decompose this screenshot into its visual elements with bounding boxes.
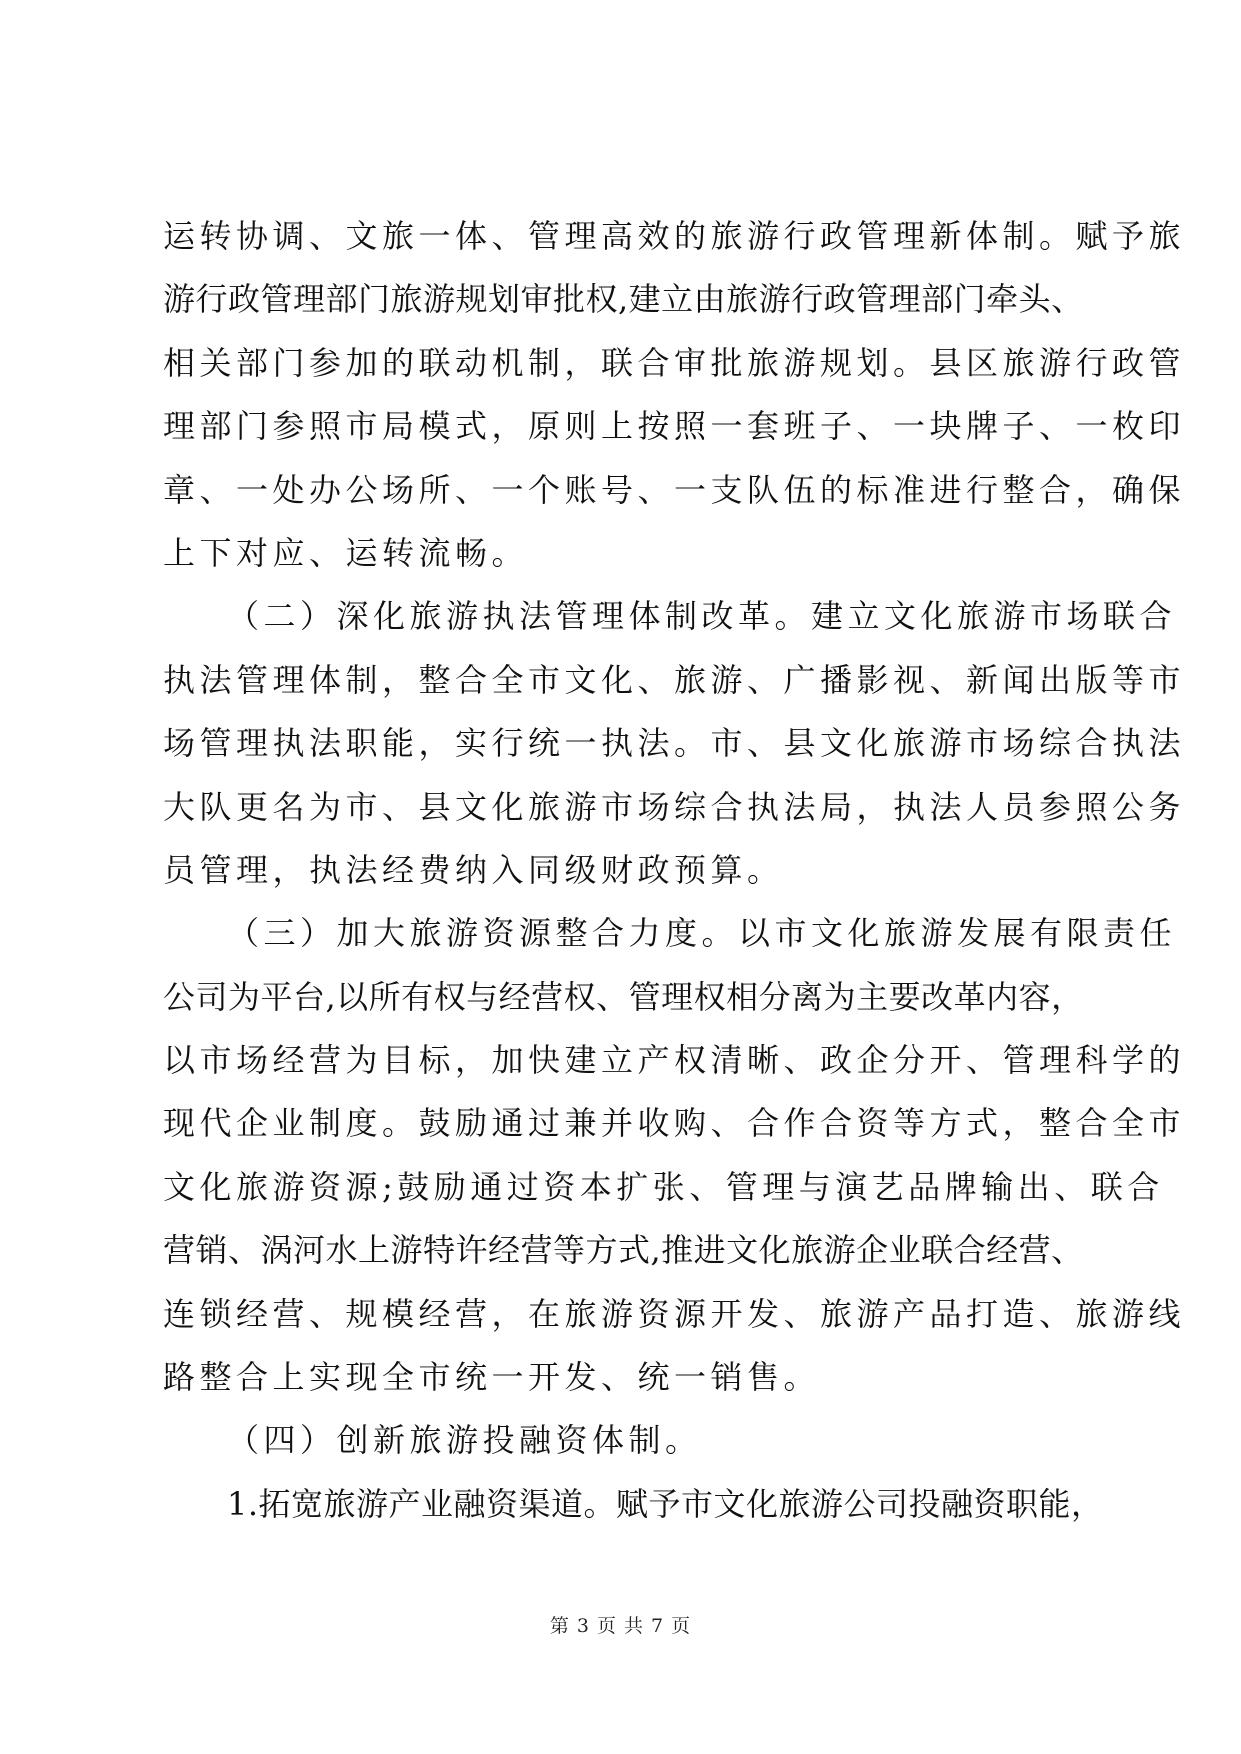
text-line: 执法管理体制，整合全市文化、旅游、广播影视、新闻出版等市 (163, 660, 1186, 699)
text-line: 运转协调、文旅一体、管理高效的旅游行政管理新体制。赋予旅 (163, 217, 1186, 255)
text-line: 公司为平台,以所有权与经营权、管理权相分离为主要改革内容， (163, 977, 1084, 1016)
text-line: 现代企业制度。鼓励通过兼并收购、合作合资等方式，整合全市 (163, 1104, 1186, 1143)
text-line: 游行政管理部门旅游规划审批权,建立由旅游行政管理部门牵头、 (163, 280, 1084, 319)
text-line: 以市场经营为目标，加快建立产权清晰、政企分开、管理科学的 (163, 1041, 1186, 1080)
text-line: 路整合上实现全市统一开发、统一销售。 (163, 1358, 821, 1397)
paragraph-heading-line: （四）创新旅游投融资体制。 (227, 1421, 702, 1460)
text-line: 大队更名为市、县文化旅游市场综合执法局，执法人员参照公务 (163, 787, 1186, 826)
text-line: 文化旅游资源;鼓励通过资本扩张、管理与演艺品牌输出、联合 (163, 1167, 1164, 1206)
paragraph-heading-line: （二）深化旅游执法管理体制改革。建立文化旅游市场联合 (227, 597, 1177, 636)
text-line: 章、一处办公场所、一个账号、一支队伍的标准进行整合，确保 (163, 470, 1186, 509)
paragraph-heading-line: （三）加大旅游资源整合力度。以市文化旅游发展有限责任 (227, 914, 1177, 953)
text-line: 营销、涡河水上游特许经营等方式,推进文化旅游企业联合经营、 (163, 1231, 1084, 1270)
text-line: 员管理，执法经费纳入同级财政预算。 (163, 850, 784, 889)
text-line: 连锁经营、规模经营，在旅游资源开发、旅游产品打造、旅游线 (163, 1294, 1186, 1333)
text-line: 理部门参照市局模式，原则上按照一套班子、一块牌子、一枚印 (163, 407, 1186, 446)
text-line: 上下对应、运转流畅。 (163, 533, 529, 572)
numbered-item-line: 1.拓宽旅游产业融资渠道。赋予市文化旅游公司投融资职能， (227, 1484, 1104, 1523)
document-body (163, 205, 1186, 1536)
page-footer: 第 3 页 共 7 页 (549, 1615, 692, 1637)
text-line: 相关部门参加的联动机制，联合审批旅游规划。县区旅游行政管 (163, 343, 1186, 382)
text-line: 场管理执法职能，实行统一执法。市、县文化旅游市场综合执法 (163, 724, 1186, 763)
